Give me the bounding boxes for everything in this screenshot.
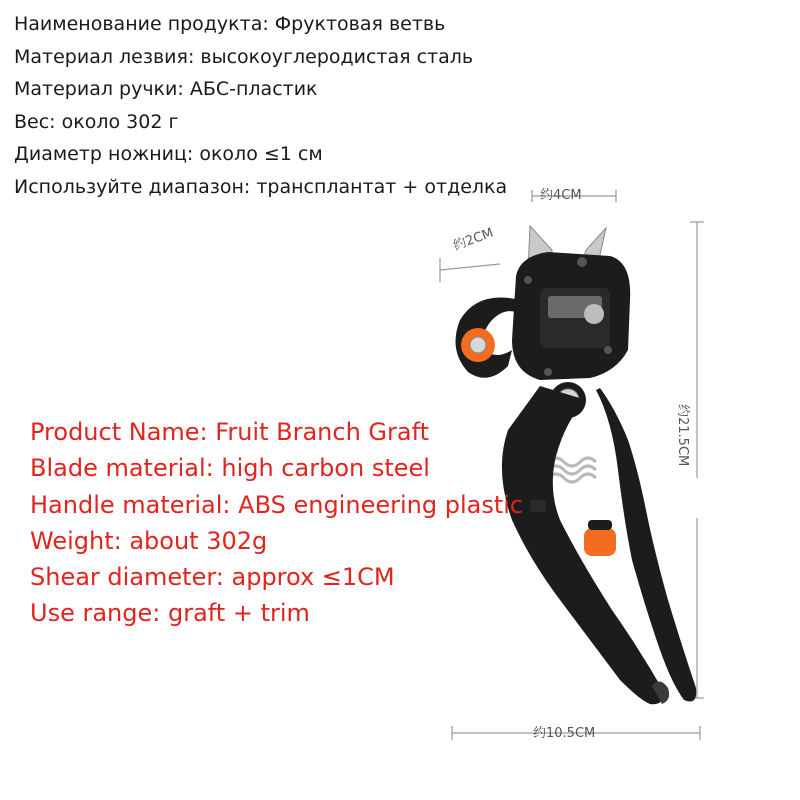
en-spec-weight: Weight: about 302g <box>30 526 268 555</box>
width-top-dimension: 约4CM <box>540 188 582 203</box>
jaw-knob-bolt <box>470 337 486 353</box>
head-rivet-1 <box>577 257 587 267</box>
ru-spec-blade-material: Материал лезвия: высокоуглеродистая сталь <box>14 45 474 68</box>
jaw-dimension: 约2CM <box>451 225 496 254</box>
text-cover-patch <box>668 478 708 518</box>
lock-knob-body <box>584 528 616 556</box>
head-rivet-4 <box>544 368 552 376</box>
ru-spec-handle-material: Материал ручки: АБС-пластик <box>14 78 318 100</box>
height-dimension: 约21.5CM <box>675 404 690 467</box>
en-spec-blade-material: Blade material: high carbon steel <box>30 454 430 483</box>
spring <box>548 458 596 482</box>
lock-knob-cap <box>588 520 612 530</box>
english-spec-list <box>30 414 523 632</box>
en-spec-use-range: Use range: graft + trim <box>30 599 310 628</box>
latch-tab <box>530 500 546 512</box>
width-bottom-dimension: 约10.5CM <box>533 726 596 741</box>
head-rivet-2 <box>524 276 532 284</box>
jaw-knob <box>461 328 495 362</box>
russian-spec-list <box>14 8 507 203</box>
ru-spec-use-range: Используйте диапазон: трансплантат + отделка <box>14 175 508 198</box>
clamp-screw <box>584 304 604 324</box>
en-spec-product-name: Product Name: Fruit Branch Graft <box>30 418 430 446</box>
jaw-line <box>440 264 500 270</box>
ru-spec-shear-diameter: Диаметр ножниц: около ≤1 см <box>14 143 323 165</box>
lock-knob <box>584 520 616 556</box>
en-spec-shear-diameter: Shear diameter: approx ≤1CM <box>30 563 395 592</box>
head-rivet-3 <box>604 346 612 354</box>
ru-spec-product-name: Наименование продукта: Фруктовая ветвь <box>14 13 446 35</box>
en-spec-handle-material: Handle material: ABS engineering plastic <box>30 490 524 519</box>
ru-spec-weight: Вес: около 302 г <box>14 110 179 133</box>
